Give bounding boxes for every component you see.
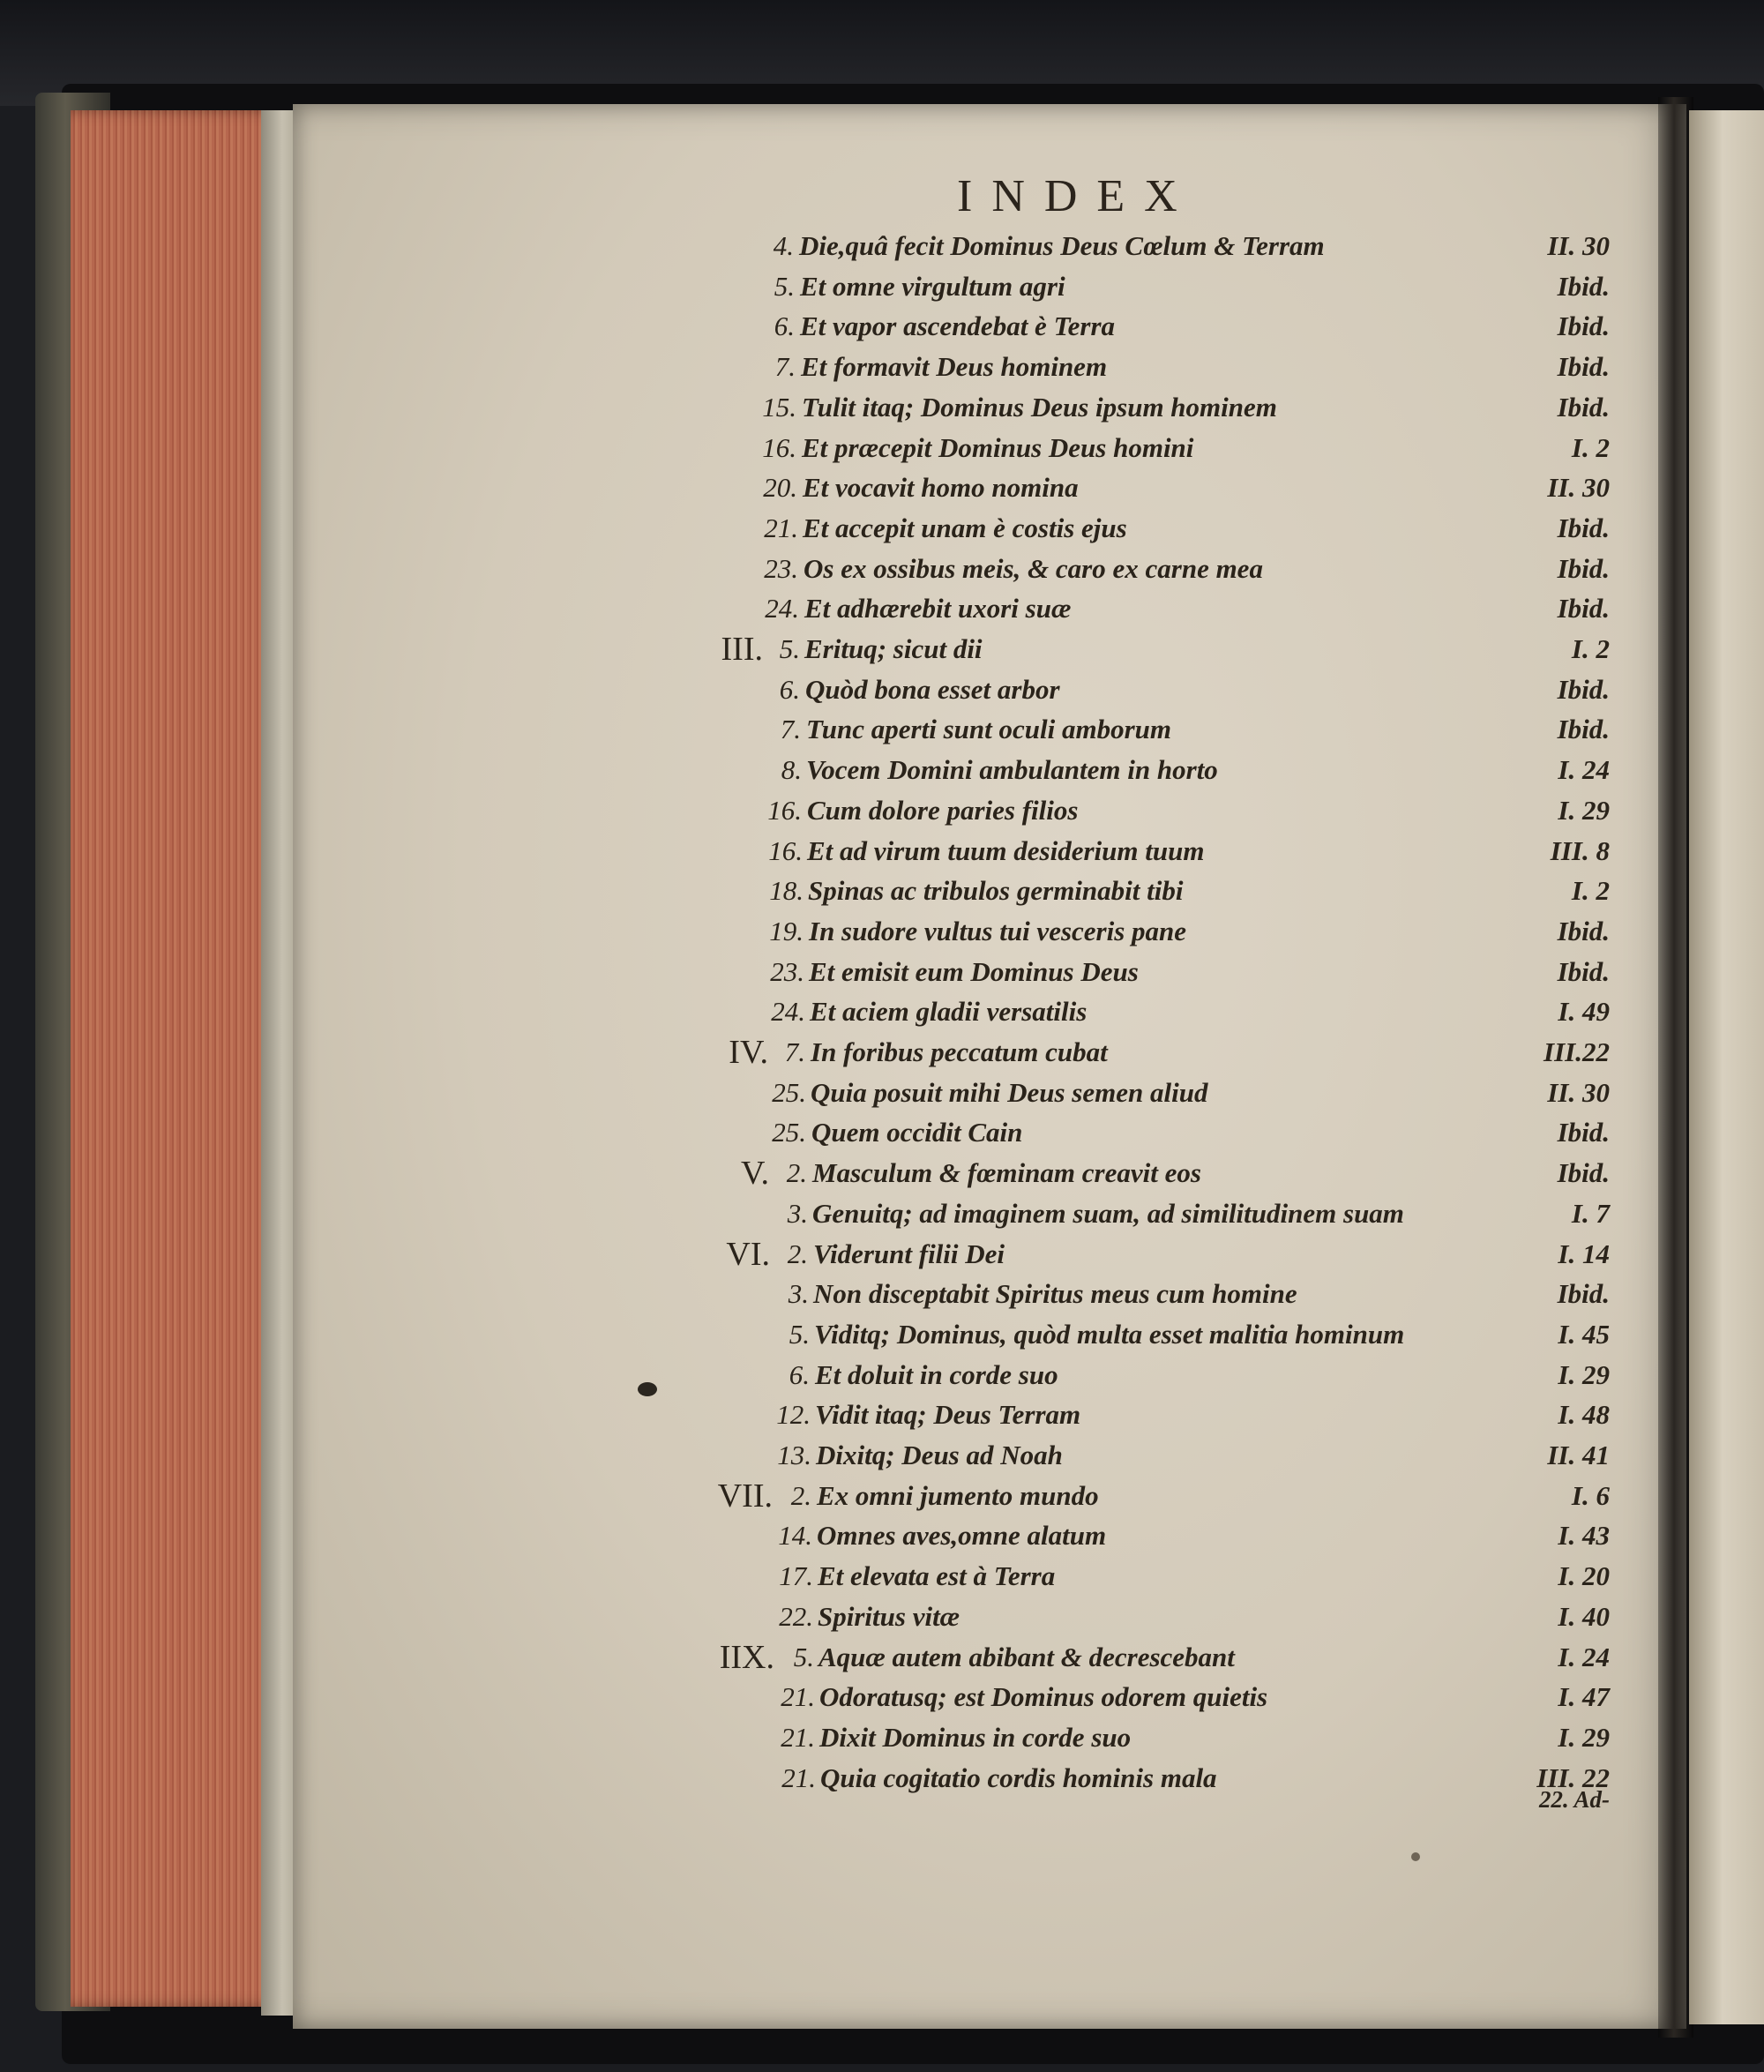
reference: Ibid. <box>1557 955 1610 987</box>
index-entry <box>0 266 1764 307</box>
reference: Ibid. <box>1557 512 1610 543</box>
entry-text: Quòd bona esset arbor <box>805 673 1060 705</box>
index-entry <box>0 750 1764 790</box>
verse-number: 6. <box>789 1358 810 1390</box>
index-entry <box>0 1395 1764 1435</box>
reference: Ibid. <box>1557 351 1610 383</box>
chapter-number: III. <box>721 631 763 668</box>
verse-number: 19. <box>769 915 804 946</box>
entry-text: Vidit itaq; Deus Terram <box>815 1399 1081 1431</box>
reference: I. 24 <box>1558 1641 1610 1672</box>
reference: I. 24 <box>1558 754 1610 786</box>
reference: I. 14 <box>1558 1238 1610 1269</box>
catchword: 22. Ad- <box>1539 1786 1610 1813</box>
entry-text: Et aciem gladii versatilis <box>810 996 1088 1028</box>
verse-number: 20. <box>763 472 797 504</box>
reference: Ibid. <box>1557 915 1610 946</box>
entry-text: Et accepit unam è costis ejus <box>803 512 1127 543</box>
entry-text: Et formavit Deus hominem <box>801 351 1108 383</box>
verse-number: 7. <box>784 1036 805 1067</box>
reference: I. 2 <box>1571 431 1610 463</box>
reference: I. 48 <box>1558 1399 1610 1431</box>
reference: I. 6 <box>1571 1479 1610 1511</box>
index-entry <box>0 790 1764 831</box>
verse-number: 12. <box>776 1399 811 1431</box>
verse-number: 14. <box>778 1520 812 1552</box>
index-entry <box>0 347 1764 387</box>
index-entry <box>0 1274 1764 1314</box>
verse-number: 25. <box>772 1076 806 1108</box>
verse-number: 22. <box>779 1600 813 1632</box>
reference: Ibid. <box>1557 270 1610 302</box>
verse-number: 2. <box>786 1157 807 1189</box>
verse-number: 21. <box>781 1681 815 1713</box>
entry-text: Aquæ autem abibant & decrescebant <box>818 1641 1235 1672</box>
chapter-number: IIX. <box>719 1638 774 1676</box>
entry-text: Dixitq; Deus ad Noah <box>816 1440 1063 1470</box>
verse-number: 25. <box>772 1117 806 1148</box>
reference: Ibid. <box>1557 310 1610 342</box>
verse-number: 6. <box>774 310 795 342</box>
reference: II. 30 <box>1547 472 1610 504</box>
reference: Ibid. <box>1557 1157 1610 1189</box>
entry-text: Odoratusq; est Dominus odorem quietis <box>819 1681 1268 1713</box>
entry-text: Viderunt filii Dei <box>813 1238 1005 1269</box>
index-entry <box>0 991 1764 1032</box>
verse-number: 5. <box>793 1641 814 1672</box>
verse-number: 15. <box>762 391 796 423</box>
entry-text: Die,quâ fecit Dominus Deus Cœlum & Terram <box>799 230 1325 261</box>
index-entry <box>0 952 1764 992</box>
verse-number: 8. <box>781 754 802 786</box>
index-entry <box>0 387 1764 428</box>
reference: I. 47 <box>1558 1681 1610 1713</box>
verse-number: 4. <box>773 230 794 261</box>
entry-text: Genuitq; ad imaginem suam, ad similitudinem suam <box>812 1197 1404 1229</box>
reference: I. 29 <box>1558 1358 1610 1390</box>
verse-number: 13. <box>777 1440 811 1470</box>
entry-text: Et emisit eum Dominus Deus <box>809 955 1139 987</box>
index-entry <box>0 1112 1764 1153</box>
entry-text: Tunc aperti sunt oculi amborum <box>806 714 1171 745</box>
verse-number: 21. <box>781 1762 816 1793</box>
index-entry <box>0 1476 1764 1516</box>
index-entry <box>0 1677 1764 1717</box>
chapter-number: V. <box>740 1155 769 1193</box>
index-entry <box>0 1717 1764 1758</box>
index-entry <box>0 1355 1764 1395</box>
reference: II. 41 <box>1547 1440 1610 1470</box>
reference: I. 29 <box>1558 1721 1610 1753</box>
verse-number: 23. <box>770 955 804 987</box>
verse-number: 5. <box>789 1318 810 1350</box>
verse-number: 24. <box>765 593 799 625</box>
verse-number: 21. <box>781 1721 815 1753</box>
index-entry <box>0 508 1764 549</box>
entry-text: Vocem Domini ambulantem in horto <box>806 754 1218 786</box>
reference: Ibid. <box>1557 1278 1610 1310</box>
index-entry <box>0 1637 1764 1678</box>
index-entry <box>0 1556 1764 1597</box>
reference: II. 30 <box>1547 230 1610 261</box>
entry-text: In foribus peccatum cubat <box>811 1036 1108 1067</box>
index-entry <box>0 831 1764 871</box>
reference: Ibid. <box>1557 593 1610 625</box>
verse-number: 16. <box>767 794 802 826</box>
entry-text: Ex omni jumento mundo <box>817 1479 1099 1511</box>
reference: I. 2 <box>1571 633 1610 664</box>
index-entry <box>0 468 1764 508</box>
index-entry <box>0 1153 1764 1193</box>
verse-number: 17. <box>779 1560 813 1592</box>
index-entry <box>0 871 1764 911</box>
index-entry <box>0 306 1764 347</box>
reference: Ibid. <box>1557 391 1610 423</box>
index-entry <box>0 669 1764 710</box>
reference: Ibid. <box>1557 1117 1610 1148</box>
index-entry <box>0 1073 1764 1113</box>
verse-number: 6. <box>779 673 800 705</box>
entry-text: Erituq; sicut dii <box>804 633 983 664</box>
entry-text: Masculum & fœminam creavit eos <box>812 1157 1201 1189</box>
entry-text: Tulit itaq; Dominus Deus ipsum hominem <box>802 391 1277 423</box>
verse-number: 2. <box>787 1238 808 1269</box>
reference: III.22 <box>1544 1036 1610 1067</box>
entry-text: Dixit Dominus in corde suo <box>819 1721 1132 1753</box>
reference: I. 43 <box>1558 1520 1610 1552</box>
index-entry <box>0 709 1764 750</box>
index-entry <box>0 1435 1764 1476</box>
index-entry <box>0 428 1764 468</box>
index-entry <box>0 911 1764 952</box>
entry-text: In sudore vultus tui vesceris pane <box>809 915 1187 946</box>
entry-text: Et ad virum tuum desiderium tuum <box>807 834 1205 866</box>
entry-text: Non disceptabit Spiritus meus cum homine <box>813 1278 1297 1310</box>
entry-text: Quia cogitatio cordis hominis mala <box>820 1762 1217 1793</box>
entry-text: Quia posuit mihi Deus semen aliud <box>811 1076 1208 1108</box>
index-entry <box>0 1515 1764 1556</box>
reference: Ibid. <box>1557 673 1610 705</box>
reference: I. 45 <box>1558 1318 1610 1350</box>
entry-text: Et adhærebit uxori suæ <box>804 593 1072 625</box>
verse-number: 16. <box>768 834 803 866</box>
entry-text: Os ex ossibus meis, & caro ex carne mea <box>804 552 1263 584</box>
reference: Ibid. <box>1557 714 1610 745</box>
entry-text: Omnes aves,omne alatum <box>817 1520 1107 1552</box>
verse-number: 2. <box>790 1479 811 1511</box>
entry-text: Et vocavit homo nomina <box>803 472 1079 504</box>
verse-number: 21. <box>764 512 798 543</box>
chapter-number: VI. <box>726 1235 770 1273</box>
reference: I. 49 <box>1558 996 1610 1028</box>
verse-number: 7. <box>774 351 796 383</box>
entry-text: Et vapor ascendebat è Terra <box>800 310 1116 342</box>
entry-text: Et elevata est à Terra <box>818 1560 1056 1592</box>
reference: I. 40 <box>1558 1600 1610 1632</box>
verse-number: 5. <box>774 270 795 302</box>
entry-text: Viditq; Dominus, quòd multa esset malitia hominum <box>814 1318 1405 1350</box>
index-entry <box>0 1314 1764 1355</box>
index-entry <box>0 1193 1764 1234</box>
verse-number: 18. <box>769 875 804 907</box>
reference: Ibid. <box>1557 552 1610 584</box>
index-entry <box>0 1234 1764 1275</box>
verse-number: 7. <box>780 714 801 745</box>
reference: I. 7 <box>1571 1197 1610 1229</box>
reference: III. 8 <box>1550 834 1610 866</box>
entry-text: Et omne virgultum agri <box>800 270 1065 302</box>
entry-text: Quem occidit Cain <box>811 1117 1023 1148</box>
index-entry <box>0 588 1764 629</box>
verse-number: 3. <box>788 1278 809 1310</box>
entry-text: Et præcepit Dominus Deus homini <box>802 431 1194 463</box>
reference: I. 2 <box>1571 875 1610 907</box>
reference: III. 22 <box>1536 1762 1610 1793</box>
index-entry <box>0 226 1764 266</box>
chapter-number: VII. <box>717 1477 773 1515</box>
page-title: INDEX <box>957 171 1197 221</box>
reference: I. 29 <box>1558 794 1610 826</box>
verse-number: 23. <box>764 552 798 584</box>
verse-number: 16. <box>762 431 796 463</box>
index-entry <box>0 1032 1764 1073</box>
index-entry <box>0 629 1764 669</box>
reference: II. 30 <box>1547 1076 1610 1108</box>
verse-number: 5. <box>779 633 800 664</box>
chapter-number: IV. <box>729 1034 768 1071</box>
index-entry <box>0 1597 1764 1637</box>
verse-number: 3. <box>787 1197 808 1229</box>
reference: I. 20 <box>1558 1560 1610 1592</box>
index-entry <box>0 549 1764 589</box>
entry-text: Cum dolore paries filios <box>807 794 1079 826</box>
entry-text: Spiritus vitæ <box>818 1600 960 1632</box>
verse-number: 24. <box>771 996 805 1028</box>
entry-text: Spinas ac tribulos germinabit tibi <box>808 875 1184 907</box>
entry-text: Et doluit in corde suo <box>815 1358 1058 1390</box>
